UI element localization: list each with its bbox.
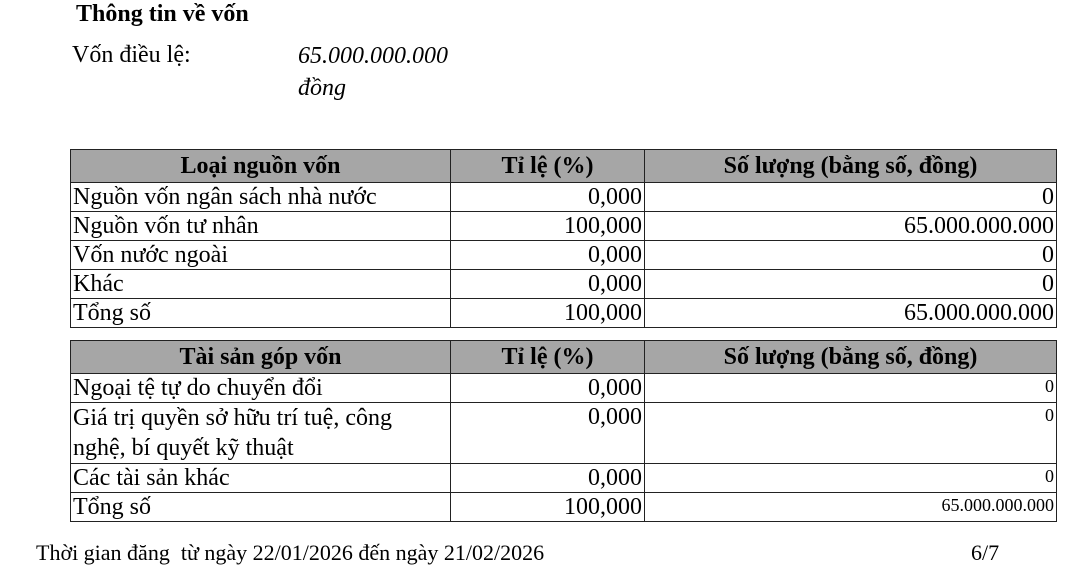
column-header-amount: Số lượng (bằng số, đồng) xyxy=(645,150,1057,183)
asset-amount: 0 xyxy=(645,403,1057,464)
asset-amount: 0 xyxy=(645,464,1057,493)
asset-ratio: 0,000 xyxy=(451,464,645,493)
source-ratio: 0,000 xyxy=(451,241,645,270)
column-header-amount: Số lượng (bằng số, đồng) xyxy=(645,341,1057,374)
total-label: Tổng số xyxy=(71,493,451,522)
table-row xyxy=(71,374,1057,403)
asset-name: Ngoại tệ tự do chuyển đổi xyxy=(71,374,451,403)
table-row xyxy=(71,183,1057,212)
column-header-asset-type: Tài sản góp vốn xyxy=(71,341,451,374)
total-amount: 65.000.000.000 xyxy=(645,493,1057,522)
total-ratio: 100,000 xyxy=(451,299,645,328)
source-amount: 0 xyxy=(645,183,1057,212)
asset-name: Giá trị quyền sở hữu trí tuệ, công nghệ, bí quyết kỹ thuật xyxy=(71,403,451,464)
charter-capital-currency: đồng xyxy=(298,75,346,101)
total-label: Tổng số xyxy=(71,299,451,328)
table-header-row xyxy=(71,341,1057,374)
source-amount: 65.000.000.000 xyxy=(645,212,1057,241)
source-name: Nguồn vốn ngân sách nhà nước xyxy=(71,183,451,212)
charter-capital-value xyxy=(298,40,498,104)
asset-ratio: 0,000 xyxy=(451,403,645,464)
table-header-row xyxy=(71,150,1057,183)
total-amount: 65.000.000.000 xyxy=(645,299,1057,328)
capital-sources-table xyxy=(70,149,1057,328)
table-row-total xyxy=(71,493,1057,522)
asset-amount: 0 xyxy=(645,374,1057,403)
source-ratio: 0,000 xyxy=(451,183,645,212)
total-ratio: 100,000 xyxy=(451,493,645,522)
charter-capital-label: Vốn điều lệ: xyxy=(72,42,191,68)
column-header-ratio: Tỉ lệ (%) xyxy=(451,150,645,183)
asset-name: Các tài sản khác xyxy=(71,464,451,493)
source-ratio: 0,000 xyxy=(451,270,645,299)
asset-ratio: 0,000 xyxy=(451,374,645,403)
source-ratio: 100,000 xyxy=(451,212,645,241)
section-title: Thông tin về vốn xyxy=(76,1,249,27)
table-row xyxy=(71,270,1057,299)
table-row xyxy=(71,212,1057,241)
source-amount: 0 xyxy=(645,270,1057,299)
source-name: Nguồn vốn tư nhân xyxy=(71,212,451,241)
table-row xyxy=(71,241,1057,270)
source-amount: 0 xyxy=(645,241,1057,270)
column-header-source-type: Loại nguồn vốn xyxy=(71,150,451,183)
contributed-assets-table xyxy=(70,340,1057,522)
charter-capital-amount: 65.000.000.000 xyxy=(298,43,448,69)
table-row xyxy=(71,464,1057,493)
page-number: 6/7 xyxy=(971,540,1000,565)
table-row xyxy=(71,403,1057,464)
posting-period: Thời gian đăng từ ngày 22/01/2026 đến ngày 21/02/2026 xyxy=(36,540,545,565)
column-header-ratio: Tỉ lệ (%) xyxy=(451,341,645,374)
source-name: Vốn nước ngoài xyxy=(71,241,451,270)
source-name: Khác xyxy=(71,270,451,299)
table-row-total xyxy=(71,299,1057,328)
